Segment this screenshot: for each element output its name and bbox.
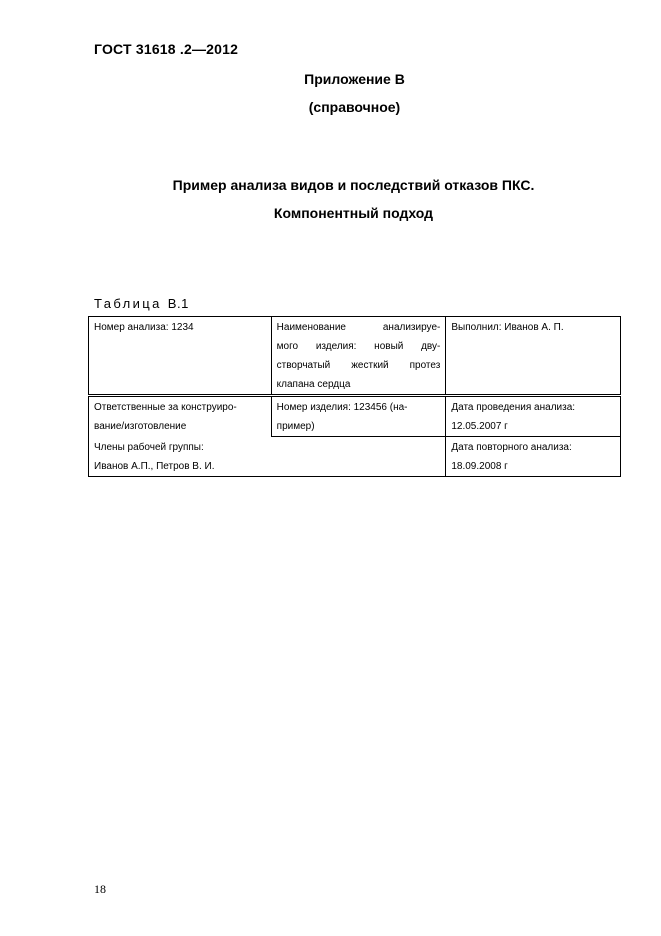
document-code: ГОСТ 31618 .2—2012: [94, 41, 239, 57]
repeat-date-label: Дата повторного анализа:: [451, 442, 572, 453]
responsible-line: Ответственные за конструиро-: [94, 402, 237, 413]
appendix-title: Приложение В: [304, 71, 405, 87]
page-number: 18: [94, 882, 106, 896]
item-number-cell: [271, 396, 446, 437]
item-name-line: створчатый жесткий протез: [276, 360, 441, 371]
performed-by-cell: [446, 317, 621, 396]
analysis-date-cell: [446, 396, 621, 437]
table-caption-word: Таблица: [94, 296, 162, 311]
team-members: Иванов А.П., Петров В. И.: [94, 461, 215, 472]
analysis-date-label: Дата проведения анализа:: [451, 402, 576, 413]
responsible-line: вание/изготовление: [94, 421, 187, 432]
analysis-form-table: [88, 316, 621, 477]
repeat-date: 18.09.2008 г: [451, 461, 508, 472]
responsible-cell: [89, 396, 272, 437]
team-cell: [89, 437, 446, 477]
table-row: [89, 437, 621, 477]
table-row: [89, 317, 621, 396]
team-label: Члены рабочей группы:: [94, 442, 204, 453]
section-title-line-2: Компонентный подход: [273, 205, 434, 221]
analysis-number: Номер анализа: 1234: [94, 322, 194, 333]
item-number-line: Номер изделия: 123456 (на-: [276, 402, 408, 413]
item-name-line: мого изделия: новый дву-: [276, 341, 441, 352]
section-title-line-1: Пример анализа видов и последствий отказов ПКС.: [172, 177, 535, 193]
appendix-status: (справочное): [308, 99, 401, 115]
item-number-line: пример): [276, 421, 315, 432]
table-row: [89, 396, 621, 437]
performed-by: Выполнил: Иванов А. П.: [451, 322, 564, 333]
analysis-date: 12.05.2007 г: [451, 421, 508, 432]
table-caption: [94, 296, 189, 311]
item-name-cell: [271, 317, 446, 396]
table-caption-number: В.1: [167, 296, 189, 311]
item-name-line: Наименование анализируе-: [276, 322, 441, 333]
analysis-number-cell: [89, 317, 272, 396]
repeat-date-cell: [446, 437, 621, 477]
item-name-line: клапана сердца: [276, 379, 351, 390]
